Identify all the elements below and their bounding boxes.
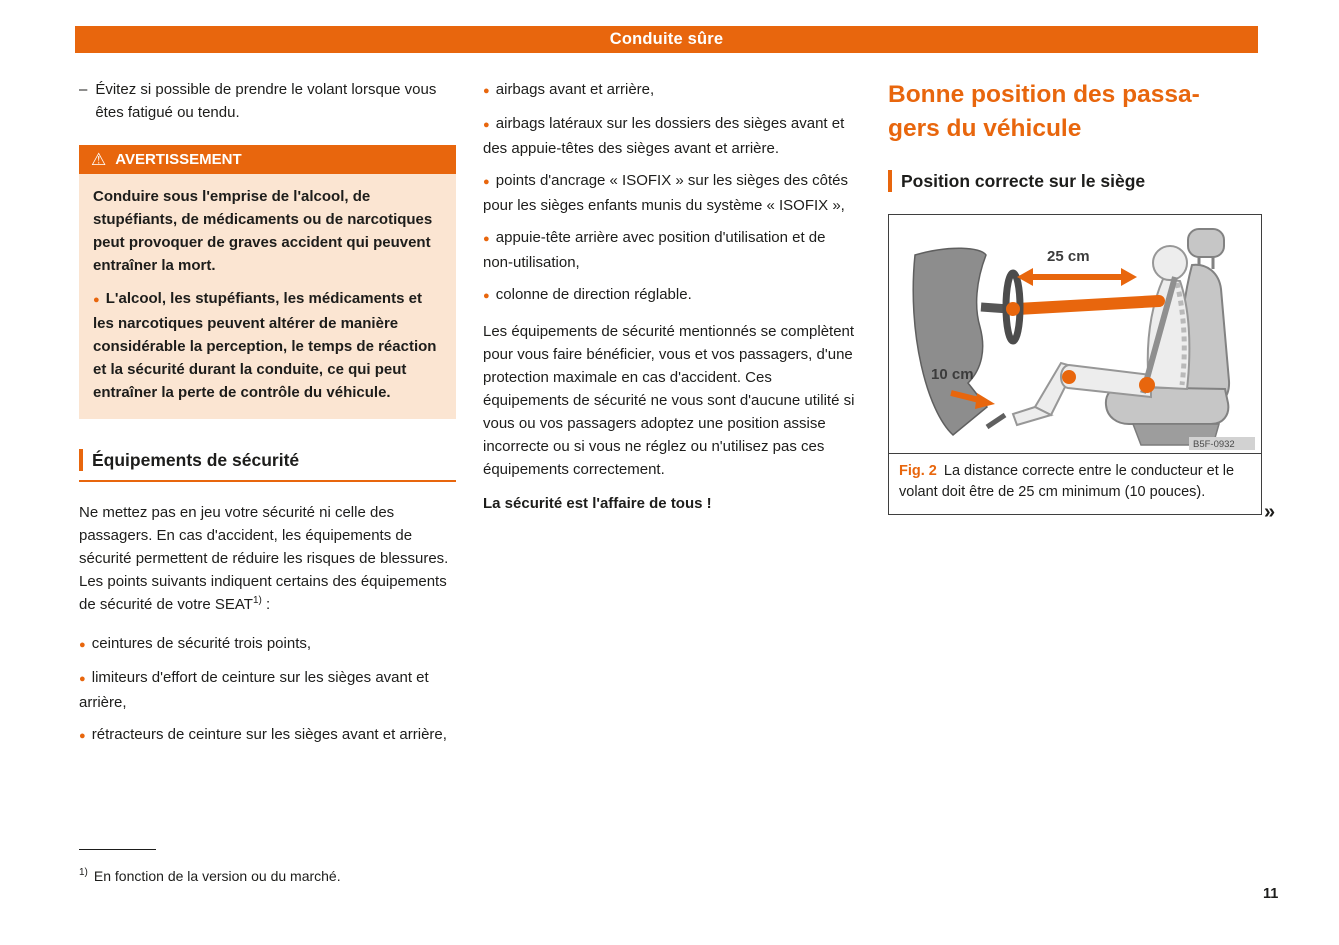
list-item: ● points d'ancrage « ISOFIX » sur les sièges des côtés pour les sièges enfants munis du système « ISOFIX »,	[483, 169, 856, 217]
page-number: 11	[1263, 886, 1279, 902]
label-25cm: 25 cm	[1047, 248, 1090, 265]
head	[1153, 246, 1187, 280]
list-item: ● colonne de direction réglable.	[483, 283, 856, 308]
figure-caption-label: Fig. 2	[899, 463, 937, 479]
section-rule	[79, 480, 456, 482]
dash-marker: –	[79, 81, 88, 98]
equipment-list	[79, 632, 456, 748]
subsection-heading: Position correcte sur le siège	[888, 170, 1262, 192]
warning-box	[79, 145, 456, 419]
figure-caption-text: La distance correcte entre le conducteur et le volant doit être de 25 cm minimum (10 pouces).	[899, 463, 1235, 500]
warning-title: AVERTISSEMENT	[115, 151, 242, 168]
continuation-chevron: »	[1264, 501, 1276, 523]
list-item: ● rétracteurs de ceinture sur les sièges avant et arrière,	[79, 723, 456, 748]
footnote-text: En fonction de la version ou du marché.	[93, 868, 341, 884]
column-left	[79, 78, 456, 757]
intro-text: Évitez si possible de prendre le volant lorsque vous êtes fatigué ou tendu.	[95, 81, 437, 121]
intro-item	[79, 78, 456, 124]
figure-caption	[889, 453, 1261, 514]
footnote-rule	[79, 849, 156, 850]
list-item: ● limiteurs d'effort de ceinture sur les sièges avant et arrière,	[79, 666, 456, 714]
chapter-heading: Bonne position des passagers du véhicule	[888, 81, 1200, 142]
page-header	[75, 26, 1258, 53]
footnote	[79, 866, 341, 887]
headrest	[1188, 229, 1224, 257]
pedal	[987, 415, 1005, 427]
closing-statement: La sécurité est l'affaire de tous !	[483, 495, 712, 512]
equipment-list-continued	[483, 78, 856, 308]
list-item: ● appuie-tête arrière avec position d'utilisation et de non-utilisation,	[483, 226, 856, 274]
knee-marker	[1062, 370, 1076, 384]
warning-bullet-item: ● L'alcool, les stupéfiants, les médicaments et les narcotiques peuvent altérer de manière considérable la perception, le temps de réaction et la sécurité durant la conduite, ce qui peut entraîner la perte de contrôle du véhicule.	[93, 287, 442, 404]
section-heading-equipements: Équipements de sécurité	[79, 449, 456, 471]
footnote-marker: 1)	[79, 867, 88, 879]
warning-triangle-icon: ⚠	[91, 150, 107, 169]
hip-marker	[1139, 377, 1155, 393]
figure-image	[889, 215, 1261, 453]
paragraph-text: Ne mettez pas en jeu votre sécurité ni celle des passagers. En cas d'accident, les équipements de sécurité permettent de réduire les risques de blessures. Les points suivants indiquent certains des équipements de sécurité de votre SEAT	[79, 504, 449, 613]
safety-summary-paragraph: Les équipements de sécurité mentionnés se complètent pour vous faire bénéficier, vous et vos passagers, d'une protection maximale en cas d'accident. Ces équipements de sécurité ne vous sont d'aucune utilité si vous ou vos passagers adoptez une position assise incorrecte ou si vous ne réglez ou n'utilisez pas ces équipements correctement.	[483, 323, 855, 478]
footnote-reference: 1)	[252, 595, 262, 606]
label-10cm: 10 cm	[931, 366, 974, 383]
list-item: ● airbags avant et arrière,	[483, 78, 856, 103]
warning-header	[79, 145, 456, 174]
warning-bullet-list	[93, 287, 442, 404]
equipment-intro-paragraph	[79, 501, 456, 616]
column-right	[888, 78, 1262, 515]
arm-highlight	[1017, 301, 1159, 309]
figure-2	[888, 214, 1262, 515]
page-header-title: Conduite sûre	[609, 30, 724, 48]
warning-body	[79, 174, 456, 419]
list-item: ● ceintures de sécurité trois points,	[79, 632, 456, 657]
seat-position-illustration	[889, 215, 1261, 453]
distance-arrow-25cm	[1017, 268, 1137, 286]
column-middle	[483, 78, 856, 515]
warning-text: Conduire sous l'emprise de l'alcool, de stupéfiants, de médicaments ou de narcotiques peut provoquer de graves accident qui peuvent entraîner la mort.	[93, 188, 433, 274]
paragraph-colon: :	[261, 596, 271, 613]
figure-code: B5F-0932	[1193, 439, 1235, 450]
list-item: ● airbags latéraux sur les dossiers des sièges avant et des appuie-têtes des sièges avant et arrière.	[483, 112, 856, 160]
steering-wheel	[981, 273, 1020, 341]
